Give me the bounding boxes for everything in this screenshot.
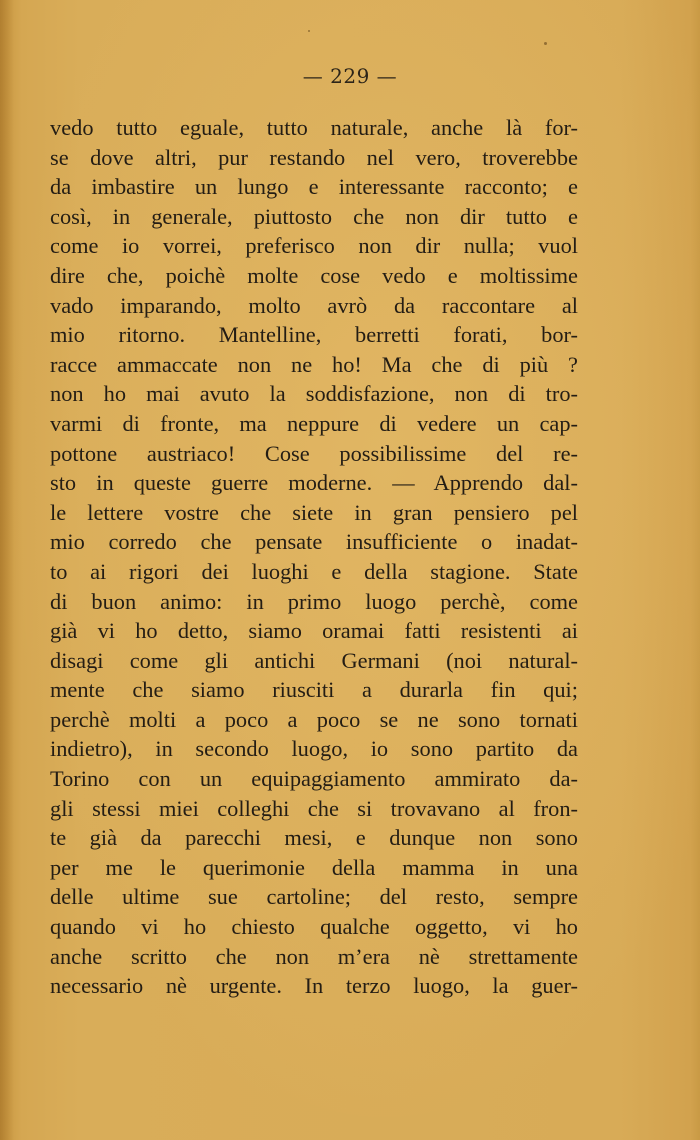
text-line: da imbastire un lungo e interessante racconto; e <box>50 174 578 200</box>
text-line: dire che, poichè molte cose vedo e moltissime <box>50 262 578 288</box>
text-line: disagi come gli antichi Germani (noi natural- <box>50 647 578 673</box>
text-line: to ai rigori dei luoghi e della stagione. State <box>50 558 578 584</box>
text-line: le lettere vostre che siete in gran pensiero pel <box>50 499 578 525</box>
body-text <box>50 113 578 1001</box>
paper-speck <box>308 30 310 32</box>
text-line: così, in generale, piuttosto che non dir tutto e <box>50 203 578 229</box>
text-line: pottone austriaco! Cose possibilissime del re- <box>50 440 578 466</box>
text-line: se dove altri, pur restando nel vero, troverebbe <box>50 144 578 170</box>
text-line: perchè molti a poco a poco se ne sono tornati <box>50 706 578 732</box>
text-line: racce ammaccate non ne ho! Ma che di più ? <box>50 351 578 377</box>
page-number: — 229 — <box>302 64 398 88</box>
paper-speck <box>544 42 547 45</box>
text-line: quando vi ho chiesto qualche oggetto, vi ho <box>50 914 578 940</box>
text-line: gli stessi miei colleghi che si trovavano al fron- <box>50 795 578 821</box>
text-line: non ho mai avuto la soddisfazione, non di tro- <box>50 381 578 407</box>
text-line: come io vorrei, preferisco non dir nulla; vuol <box>50 233 578 259</box>
text-line: già vi ho detto, siamo oramai fatti resistenti ai <box>50 618 578 644</box>
text-line: anche scritto che non m’era nè strettamente <box>50 943 578 969</box>
text-line: vado imparando, molto avrò da raccontare al <box>50 292 578 318</box>
text-line: te già da parecchi mesi, e dunque non sono <box>50 825 578 851</box>
text-line: di buon animo: in primo luogo perchè, come <box>50 588 578 614</box>
text-line: indietro), in secondo luogo, io sono partito da <box>50 736 578 762</box>
text-line: mente che siamo riusciti a durarla fin qui; <box>50 677 578 703</box>
text-line: per me le querimonie della mamma in una <box>50 854 578 880</box>
text-line: varmi di fronte, ma neppure di vedere un cap- <box>50 410 578 436</box>
text-line: Torino con un equipaggiamento ammirato da- <box>50 766 578 792</box>
text-line: sto in queste guerre moderne. — Apprendo dal- <box>50 470 578 496</box>
text-line: delle ultime sue cartoline; del resto, sempre <box>50 884 578 910</box>
text-line: necessario nè urgente. In terzo luogo, la guer- <box>50 973 578 999</box>
page-edge-shadow <box>0 0 14 1140</box>
text-line: mio corredo che pensate insufficiente o inadat- <box>50 529 578 555</box>
text-line: mio ritorno. Mantelline, berretti forati, bor- <box>50 322 578 348</box>
text-line: vedo tutto eguale, tutto naturale, anche là for- <box>50 115 578 140</box>
